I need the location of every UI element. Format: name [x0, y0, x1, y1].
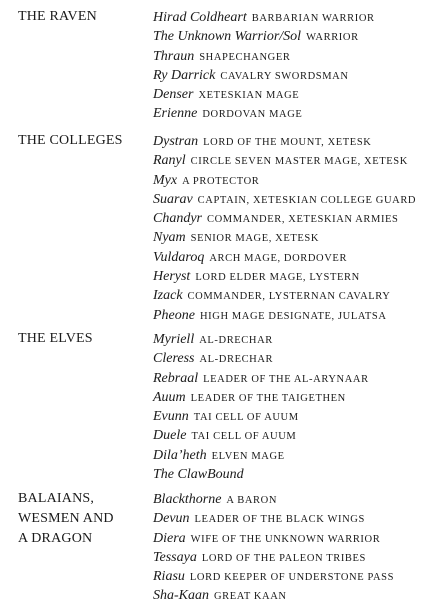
- character-description: COMMANDER, LYSTERNAN CAVALRY: [187, 291, 391, 303]
- character-name: Evunn: [153, 409, 189, 425]
- character-description: AL-DRECHAR: [199, 354, 274, 366]
- character-name: Cleress: [153, 351, 195, 367]
- character-entry: [153, 247, 433, 266]
- character-entry: [153, 329, 433, 348]
- character-name: Riasu: [153, 569, 185, 585]
- character-name: Nyam: [153, 230, 186, 246]
- character-entry: [153, 131, 433, 150]
- character-name: Thraun: [153, 48, 195, 64]
- character-name: Dystran: [153, 134, 199, 149]
- character-description: SHAPECHANGER: [199, 51, 291, 63]
- character-name: Ranyl: [153, 153, 186, 169]
- character-description: SENIOR MAGE, XETESK: [190, 233, 320, 245]
- character-entry: [153, 368, 433, 387]
- character-entry: [153, 406, 433, 425]
- character-description: CAVALRY SWORDSMAN: [220, 70, 349, 82]
- character-description: COMMANDER, XETESKIAN ARMIES: [207, 214, 399, 226]
- character-name: Pheone: [153, 307, 195, 323]
- character-description: LORD ELDER MAGE, LYSTERN: [195, 272, 360, 284]
- character-description: GREAT KAAN: [214, 591, 287, 603]
- character-description: XETESKIAN MAGE: [198, 90, 300, 102]
- character-name: Devun: [153, 511, 190, 527]
- character-name: Auum: [153, 389, 186, 405]
- character-entry: [153, 103, 433, 122]
- character-description: LORD OF THE MOUNT, XETESK: [203, 137, 372, 148]
- character-entry: [153, 547, 433, 566]
- character-name: The Unknown Warrior/Sol: [153, 29, 302, 45]
- character-entry: [153, 508, 433, 527]
- section-heading: BALAIANS, WESMEN AND A DRAGON: [18, 491, 114, 546]
- character-description: LORD OF THE PALEON TRIBES: [201, 552, 366, 564]
- character-entry: [153, 387, 433, 406]
- character-entry: [153, 348, 433, 367]
- character-description: ELVEN MAGE: [211, 450, 285, 462]
- character-entry: [153, 266, 433, 285]
- character-name: Tessaya: [153, 549, 197, 565]
- character-name: Sha-Kaan: [153, 588, 209, 604]
- character-name: Denser: [153, 87, 194, 103]
- character-description: CAPTAIN, XETESKIAN COLLEGE GUARD: [197, 194, 417, 206]
- character-description: LEADER OF THE AL-ARYNAAR: [203, 373, 369, 385]
- character-entry: [153, 489, 433, 508]
- character-entry: [153, 46, 433, 65]
- character-name: Suarav: [153, 191, 193, 207]
- character-description: BARBARIAN WARRIOR: [251, 13, 375, 24]
- section-heading: THE COLLEGES: [18, 133, 123, 148]
- character-entry: [153, 445, 433, 464]
- section-heading: THE ELVES: [18, 331, 93, 346]
- character-name: Erienne: [153, 106, 198, 122]
- character-entry: [153, 170, 433, 189]
- character-description: CIRCLE SEVEN MASTER MAGE, XETESK: [190, 156, 408, 168]
- character-description: A PROTECTOR: [182, 175, 260, 187]
- character-entry: [153, 425, 433, 444]
- character-name: Heryst: [153, 269, 191, 285]
- character-name: The ClawBound: [153, 467, 244, 483]
- character-name: Blackthorne: [153, 492, 222, 507]
- character-list: [153, 7, 433, 123]
- character-description: LEADER OF THE BLACK WINGS: [194, 514, 365, 526]
- character-name: Vuldaroq: [153, 249, 205, 265]
- character-description: LORD KEEPER OF UNDERSTONE PASS: [189, 572, 395, 584]
- character-description: WARRIOR: [306, 32, 359, 44]
- character-name: Diera: [153, 530, 186, 546]
- character-description: HIGH MAGE DESIGNATE, JULATSA: [199, 310, 387, 322]
- character-list: [153, 131, 433, 324]
- character-entry: [153, 26, 433, 45]
- character-description: DORDOVAN MAGE: [202, 109, 303, 121]
- character-description: WIFE OF THE UNKNOWN WARRIOR: [190, 533, 381, 545]
- character-name: Ry Darrick: [153, 67, 216, 83]
- character-name: Dila’heth: [153, 447, 207, 463]
- character-entry: [153, 227, 433, 246]
- character-list: [153, 329, 433, 483]
- character-description: TAI CELL OF AUUM: [191, 431, 297, 443]
- character-name: Myx: [153, 172, 178, 188]
- character-name: Duele: [153, 428, 187, 444]
- character-list: [153, 489, 433, 605]
- character-name: Hirad Coldheart: [153, 10, 247, 25]
- character-entry: [153, 65, 433, 84]
- character-entry: [153, 464, 433, 483]
- character-name: Myriell: [153, 332, 195, 347]
- character-name: Rebraal: [153, 370, 199, 386]
- character-entry: [153, 208, 433, 227]
- character-description: TAI CELL OF AUUM: [193, 412, 299, 424]
- character-entry: [153, 285, 433, 304]
- character-entry: [153, 305, 433, 324]
- character-entry: [153, 150, 433, 169]
- character-name: Izack: [153, 288, 183, 304]
- character-entry: [153, 585, 433, 604]
- character-description: LEADER OF THE TAIGETHEN: [190, 392, 346, 404]
- character-name: Chandyr: [153, 211, 202, 227]
- character-description: A BARON: [226, 495, 278, 506]
- character-entry: [153, 84, 433, 103]
- character-entry: [153, 566, 433, 585]
- character-description: AL-DRECHAR: [199, 335, 273, 346]
- character-entry: [153, 528, 433, 547]
- character-description: ARCH MAGE, DORDOVER: [209, 252, 348, 264]
- section-heading: THE RAVEN: [18, 9, 97, 24]
- character-entry: [153, 7, 433, 26]
- character-entry: [153, 189, 433, 208]
